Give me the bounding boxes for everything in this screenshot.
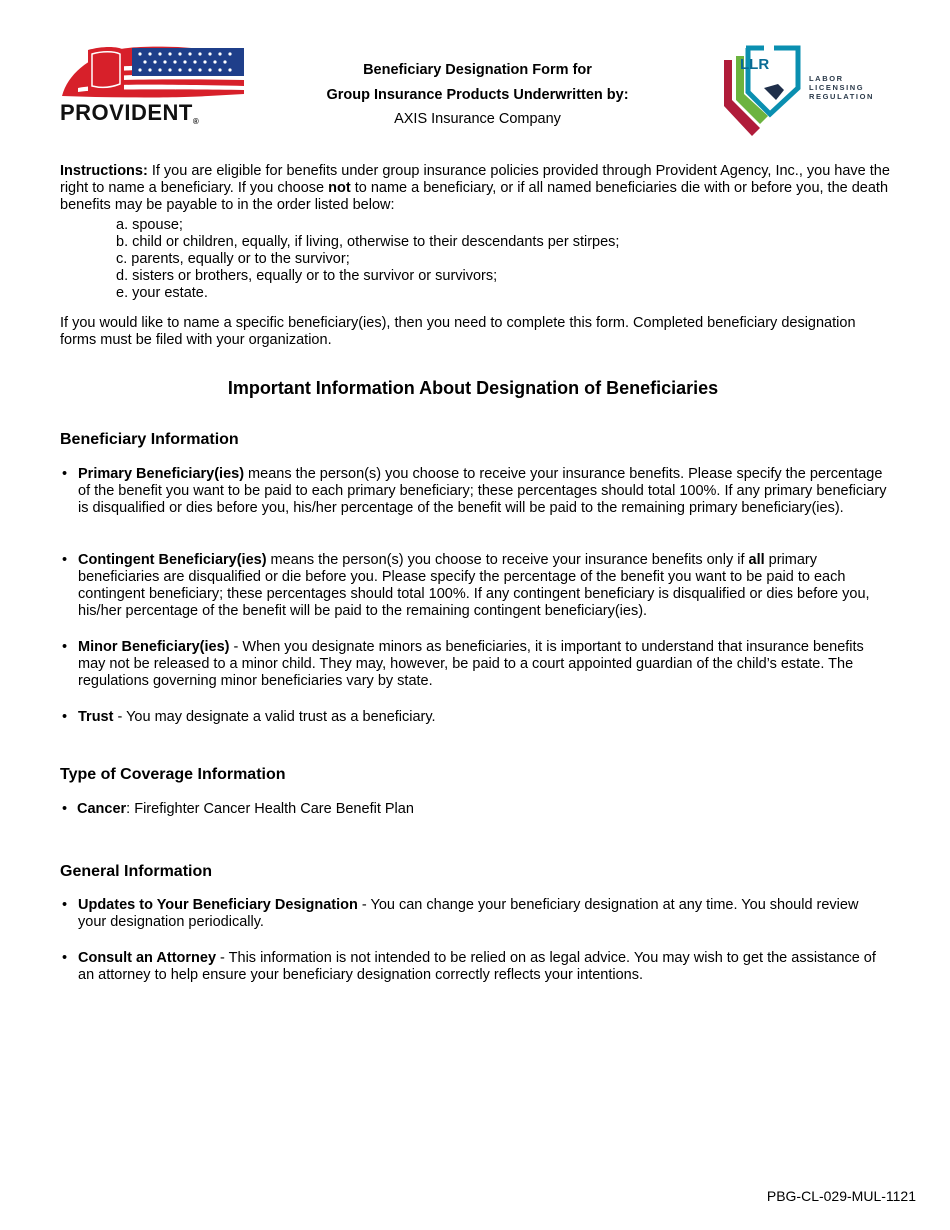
- form-code: PBG-CL-029-MUL-1121: [766, 1188, 916, 1204]
- bullet-icon: •: [62, 801, 68, 817]
- closing-paragraph: If you would like to name a specific beneficiary(ies), then you need to complete this form. Completed beneficiary designation forms must be filed with your organization.: [60, 315, 856, 348]
- list-item: d. sisters or brothers, equally or to the survivor or survivors;: [116, 268, 498, 284]
- bullet-icon: •: [62, 552, 68, 568]
- llr-logo: [718, 44, 878, 140]
- list-item: c. parents, equally or to the survivor;: [116, 251, 350, 267]
- form-title: [290, 58, 665, 132]
- bullet-icon: •: [62, 709, 68, 725]
- llr-wordmark: LABOR LICENSING REGULATION: [809, 74, 875, 101]
- minor-beneficiary-item: • Minor Beneficiary(ies) - When you designate minors as beneficiaries, it is important to understand that insurance benefits may not be released to a minor child. They may, however, be paid to a court appointed guardian of the child’s estate. The regulations governing minor beneficiaries vary by state.: [62, 639, 864, 689]
- llr-badge: LLR: [740, 56, 770, 73]
- title-line-1: Beneficiary Designation Form for: [363, 62, 592, 78]
- list-item: b. child or children, equally, if living, otherwise to their descendants per stirpes;: [116, 234, 620, 250]
- beneficiary-info-heading: Beneficiary Information: [60, 431, 239, 448]
- bullet-icon: •: [62, 950, 68, 966]
- list-item: e. your estate.: [116, 285, 208, 301]
- underwriter-name: AXIS Insurance Company: [394, 111, 561, 127]
- bullet-icon: •: [62, 639, 68, 655]
- default-order-list: [116, 217, 619, 302]
- main-heading: Important Information About Designation of Beneficiaries: [227, 378, 719, 398]
- trust-item: • Trust - You may designate a valid trust as a beneficiary.: [62, 709, 436, 725]
- title-line-2: Group Insurance Products Underwritten by:: [326, 86, 629, 103]
- firefighter-helmet-flag-icon: [58, 44, 250, 102]
- provident-logo: [58, 44, 250, 124]
- instructions-paragraph: Instructions: If you are eligible for benefits under group insurance policies provided through Provident Agency, Inc., you have the right to name a beneficiary. If you choose not to name a beneficiary, or if all named beneficiaries die with or before you, the death benefits may be payable to in the order listed below:: [60, 163, 890, 213]
- general-info-heading: General Information: [60, 863, 213, 880]
- provident-wordmark: PROVIDENT®: [60, 100, 200, 126]
- bullet-icon: •: [62, 466, 68, 482]
- bullet-icon: •: [62, 897, 68, 913]
- attorney-item: • Consult an Attorney - This information is not intended to be relied on as legal advice. You may wish to get the assistance of an attorney to help ensure your beneficiary designation correctly reflects your intentions.: [62, 950, 876, 983]
- primary-beneficiary-item: • Primary Beneficiary(ies) means the person(s) you choose to receive your insurance benefits. Please specify the percentage of the benefit you want to be paid to each primary beneficiary; these percentages should total 100%. If any primary beneficiary is disqualified or dies before you, his/her percentage of the benefit will be paid to the remaining primary beneficiary(ies).: [62, 466, 887, 516]
- cancer-coverage-item: • Cancer: Firefighter Cancer Health Care Benefit Plan: [62, 801, 414, 817]
- list-item: a. spouse;: [116, 217, 183, 233]
- contingent-beneficiary-item: • Contingent Beneficiary(ies) means the person(s) you choose to receive your insurance benefits only if all primary beneficiaries are disqualified or die before you. Please specify the percentage of the benefit you want to be paid to each contingent beneficiary; these percentages should total 100%. If any contingent beneficiary is disqualified or dies before you, his/her percentage of the benefit will be paid to the remaining contingent beneficiary(ies).: [62, 552, 870, 619]
- updates-item: • Updates to Your Beneficiary Designation - You can change your beneficiary designation at any time. You should review your designation periodically.: [62, 897, 859, 930]
- coverage-info-heading: Type of Coverage Information: [60, 766, 286, 783]
